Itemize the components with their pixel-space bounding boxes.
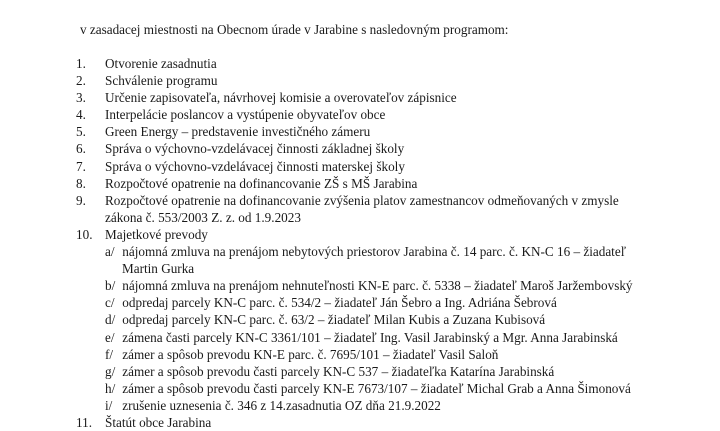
sub-item-text: zámer a spôsob prevodu KN-E parc. č. 7695/101 – žiadateľ Vasil Saloň: [122, 346, 499, 362]
item-text: Rozpočtové opatrenie na dofinancovanie zvýšenia platov zamestnancov odmeňovaných v zmysle: [105, 192, 619, 208]
sub-item-letter: h/: [105, 380, 116, 396]
sub-item-text-continuation: Martin Gurka: [122, 261, 195, 277]
sub-item: [0, 397, 720, 414]
sub-item: [0, 277, 720, 294]
sub-item-text: zámer a spôsob prevodu časti parcely KN-E 7673/107 – žiadateľ Michal Grab a Anna Šimonová: [122, 380, 631, 396]
item-text: Otvorenie zasadnutia: [105, 56, 217, 71]
sub-item: [0, 311, 720, 328]
item-number: 1.: [76, 56, 86, 71]
sub-item-text: nájomná zmluva na prenájom nehnuteľnosti KN-E parc. č. 5338 – žiadateľ Maroš Jaržembovský: [122, 278, 633, 294]
item-number: 10.: [76, 226, 93, 242]
item-number: 11.: [76, 414, 92, 430]
sub-item-letter: c/: [105, 295, 115, 311]
item-text-continuation: zákona č. 553/2003 Z. z. od 1.9.2023: [105, 209, 301, 225]
item-text: Správa o výchovno-vzdelávacej činnosti základnej školy: [105, 141, 405, 157]
item-number: 4.: [76, 107, 86, 123]
sub-item-letter: a/: [105, 244, 115, 260]
sub-item-text: nájomná zmluva na prenájom nebytových priestorov Jarabina č. 14 parc. č. KN-C 16 – žiadateľ: [122, 244, 627, 260]
intro-line: v zasadacej miestnosti na Obecnom úrade v Jarabine s nasledovným programom:: [80, 22, 509, 37]
sub-item-continuation: [0, 260, 720, 277]
item-number: 6.: [76, 141, 86, 157]
item-text: Určenie zapisovateľa, návrhovej komisie a overovateľov zápisnice: [105, 90, 457, 106]
item-number: 2.: [76, 73, 86, 89]
sub-item: [0, 329, 720, 346]
sub-item-letter: g/: [105, 363, 116, 379]
item-text: Majetkové prevody: [105, 226, 208, 242]
agenda-item: [0, 226, 720, 243]
agenda-item: [0, 140, 720, 157]
agenda-item: [0, 89, 720, 106]
sub-item-text: zrušenie uznesenia č. 346 z 14.zasadnutia OZ dňa 21.9.2022: [122, 397, 441, 413]
item-text: Správa o výchovno-vzdelávacej činnosti materskej školy: [105, 158, 405, 174]
item-number: 7.: [76, 158, 86, 174]
item-text: Schválenie programu: [105, 73, 218, 89]
sub-item-letter: e/: [105, 329, 115, 345]
item-text: Štatút obce Jarabina: [105, 414, 212, 430]
sub-item: [0, 380, 720, 397]
agenda-item: [0, 192, 720, 209]
sub-item: [0, 363, 720, 380]
sub-item-text: zámena časti parcely KN-C 3361/101 – žiadateľ Ing. Vasil Jarabinský a Mgr. Anna Jarabinská: [122, 329, 618, 345]
item-text: Green Energy – predstavenie investičného zámeru: [105, 124, 371, 140]
sub-item-text: odpredaj parcely KN-C parc. č. 534/2 – žiadateľ Ján Šebro a Ing. Adriána Šebrová: [122, 295, 557, 311]
item-number: 3.: [76, 90, 86, 106]
agenda-item: [0, 175, 720, 192]
sub-item-letter: f/: [105, 346, 114, 362]
agenda-list: [0, 55, 720, 431]
agenda-item: [0, 123, 720, 140]
item-text: Interpelácie poslancov a vystúpenie obyvateľov obce: [105, 107, 386, 123]
agenda-item: [0, 55, 720, 72]
sub-item: [0, 243, 720, 260]
agenda-item: [0, 72, 720, 89]
item-number: 9.: [76, 192, 86, 208]
item-number: 5.: [76, 124, 86, 140]
agenda-item-continuation: [0, 209, 720, 226]
sub-item: [0, 346, 720, 363]
sub-item-text: odpredaj parcely KN-C parc. č. 63/2 – žiadateľ Milan Kubis a Zuzana Kubisová: [122, 312, 546, 328]
sub-item-letter: d/: [105, 312, 116, 328]
sub-item-letter: i/: [105, 397, 113, 413]
sub-item-text: zámer a spôsob prevodu časti parcely KN-C 537 – žiadateľka Katarína Jarabinská: [122, 363, 555, 379]
agenda-item: [0, 106, 720, 123]
agenda-item: [0, 158, 720, 175]
sub-item: [0, 294, 720, 311]
sub-item-letter: b/: [105, 278, 116, 294]
item-number: 8.: [76, 175, 86, 191]
item-text: Rozpočtové opatrenie na dofinancovanie ZŠ s MŠ Jarabina: [105, 175, 418, 191]
agenda-item: [0, 414, 720, 431]
